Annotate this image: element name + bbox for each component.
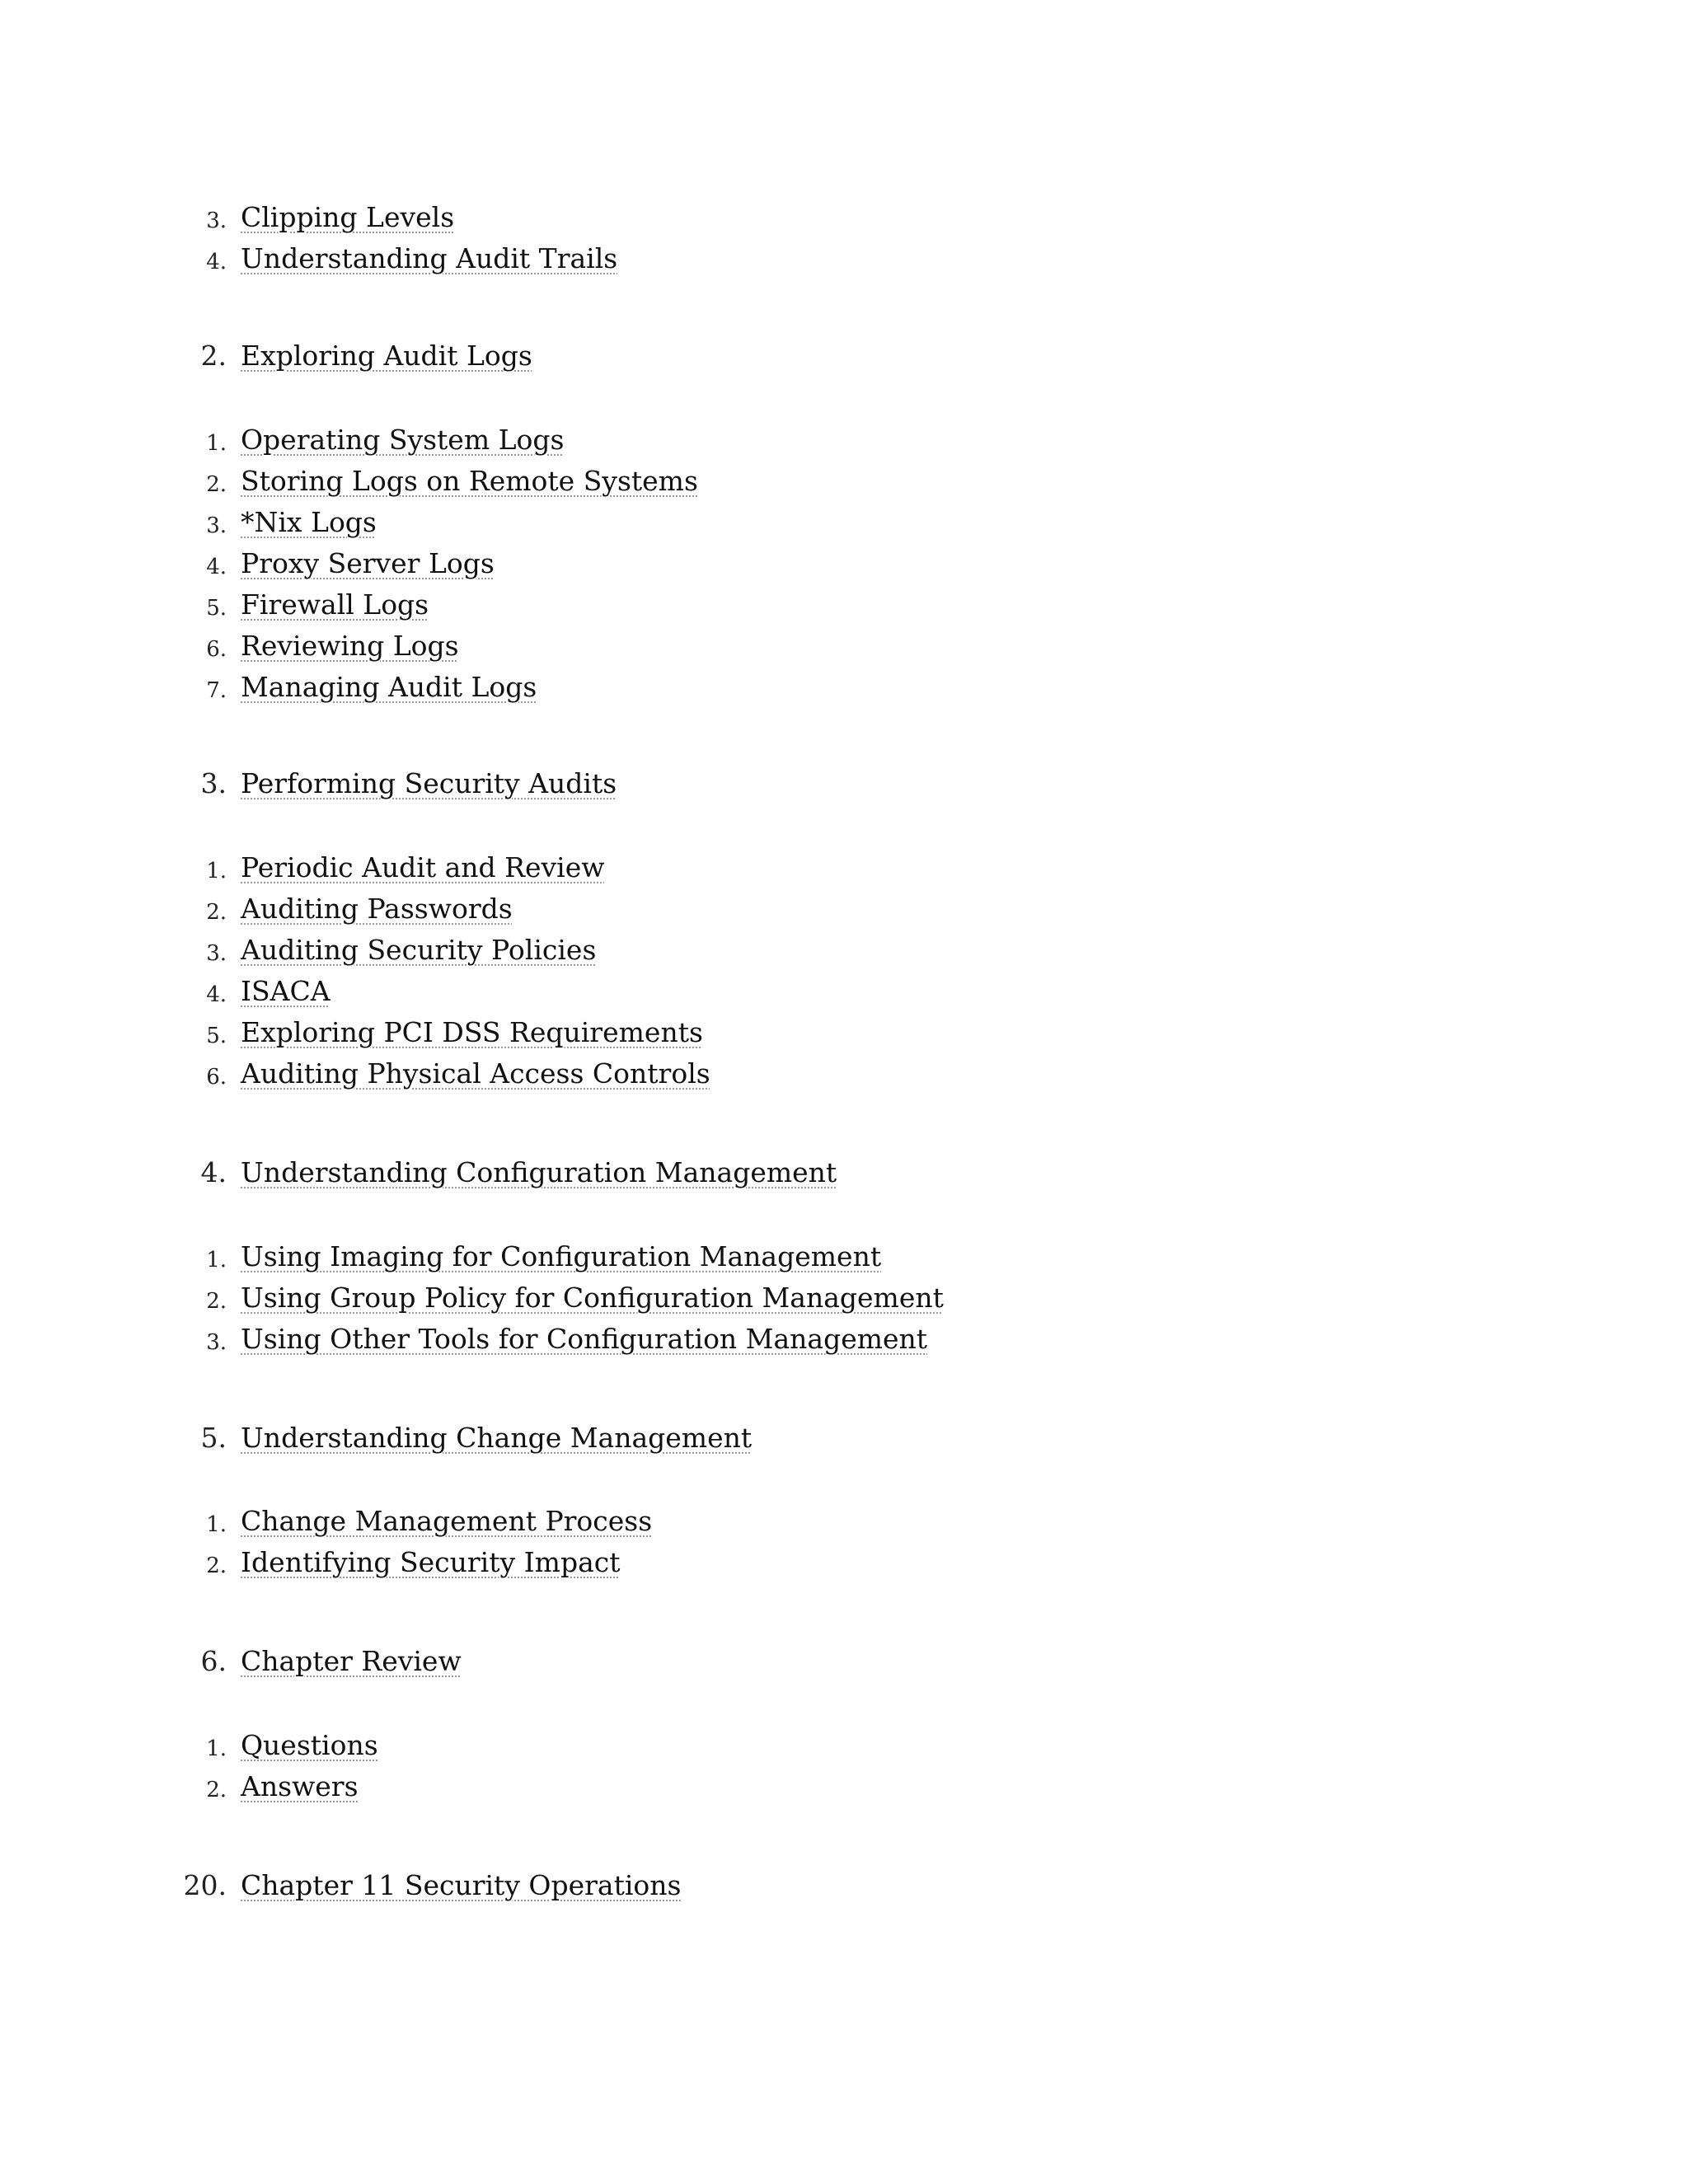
- item-number: 1.: [206, 431, 227, 456]
- toc-link[interactable]: Clipping Levels: [241, 201, 455, 233]
- toc-link[interactable]: Answers: [241, 1770, 359, 1802]
- section-link[interactable]: Understanding Configuration Management: [241, 1156, 837, 1188]
- toc-link[interactable]: Firewall Logs: [241, 588, 429, 621]
- item-number: 2.: [206, 1289, 227, 1314]
- item-number: 2.: [206, 1554, 227, 1578]
- toc-link[interactable]: ISACA: [241, 975, 331, 1007]
- item-number: 1.: [206, 1736, 227, 1761]
- item-number: 3.: [206, 1330, 227, 1355]
- section-link[interactable]: Understanding Change Management: [241, 1422, 753, 1454]
- section-link[interactable]: Performing Security Audits: [241, 767, 617, 799]
- toc-link[interactable]: Auditing Physical Access Controls: [241, 1057, 710, 1090]
- item-number: 6.: [206, 637, 227, 662]
- item-number: 4.: [206, 982, 227, 1007]
- toc-link[interactable]: Reviewing Logs: [241, 630, 459, 662]
- item-number: 6.: [206, 1065, 227, 1090]
- toc-link[interactable]: Questions: [241, 1729, 378, 1761]
- item-number: 1.: [206, 1248, 227, 1272]
- section-link[interactable]: Exploring Audit Logs: [241, 340, 532, 372]
- item-number: 2.: [206, 472, 227, 497]
- toc-link[interactable]: Auditing Security Policies: [241, 934, 597, 966]
- item-number: 1.: [206, 1512, 227, 1537]
- item-number: 4.: [206, 555, 227, 579]
- toc-link[interactable]: Auditing Passwords: [241, 893, 513, 925]
- toc-link[interactable]: Managing Audit Logs: [241, 671, 537, 703]
- toc-link[interactable]: Using Other Tools for Configuration Management: [241, 1323, 928, 1355]
- section-number: 2.: [200, 340, 227, 372]
- section-link[interactable]: Chapter Review: [241, 1645, 462, 1677]
- item-number: 2.: [206, 900, 227, 925]
- item-number: 3.: [206, 941, 227, 966]
- item-number: 5.: [206, 1024, 227, 1048]
- section-number: 3.: [200, 767, 227, 799]
- toc-link[interactable]: Proxy Server Logs: [241, 547, 495, 579]
- item-number: 1.: [206, 859, 227, 883]
- item-number: 4.: [206, 250, 227, 274]
- item-number: 2.: [206, 1778, 227, 1802]
- toc-link[interactable]: Periodic Audit and Review: [241, 851, 605, 883]
- toc-link[interactable]: Using Imaging for Configuration Management: [241, 1240, 882, 1272]
- toc-link[interactable]: Change Management Process: [241, 1505, 653, 1537]
- item-number: 5.: [206, 596, 227, 621]
- section-number: 6.: [200, 1645, 227, 1677]
- toc-link[interactable]: Operating System Logs: [241, 424, 565, 456]
- item-number: 3.: [206, 513, 227, 538]
- toc-link[interactable]: Understanding Audit Trails: [241, 242, 618, 274]
- toc-link[interactable]: Storing Logs on Remote Systems: [241, 465, 698, 497]
- item-number: 3.: [206, 209, 227, 233]
- toc-link[interactable]: Using Group Policy for Configuration Management: [241, 1282, 944, 1314]
- item-number: 7.: [206, 678, 227, 703]
- toc-link[interactable]: Identifying Security Impact: [241, 1546, 621, 1578]
- section-number: 4.: [200, 1156, 227, 1188]
- section-number: 5.: [200, 1422, 227, 1454]
- toc-link[interactable]: Exploring PCI DSS Requirements: [241, 1016, 703, 1048]
- chapter-link[interactable]: Chapter 11 Security Operations: [241, 1869, 682, 1901]
- chapter-number: 20.: [183, 1869, 227, 1901]
- toc-link[interactable]: *Nix Logs: [241, 506, 377, 538]
